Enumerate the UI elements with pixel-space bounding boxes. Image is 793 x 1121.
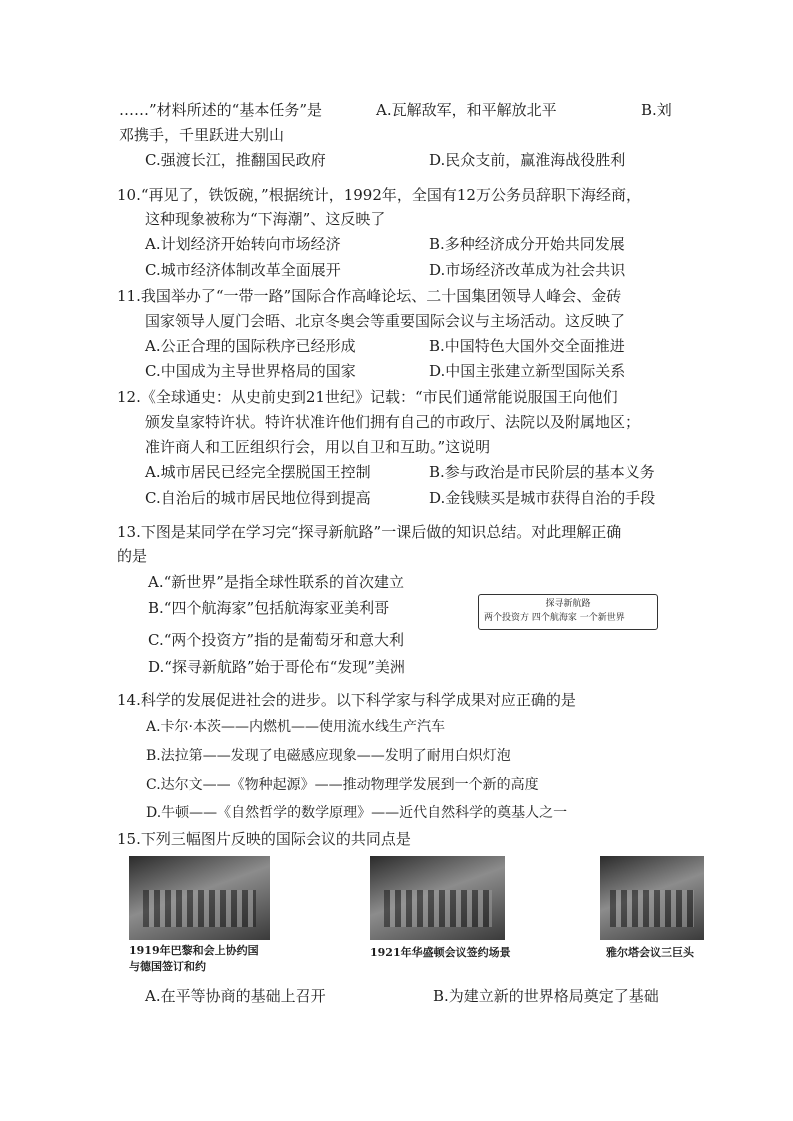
- q10-option-a: A.计划经济开始转向市场经济: [145, 235, 341, 253]
- q13-option-a: A.“新世界”是指全球性联系的首次建立: [148, 573, 404, 591]
- photo1-caption-line2: 与德国签订和约: [129, 960, 206, 973]
- q9-option-d: D.民众支前，赢淮海战役胜利: [429, 151, 626, 169]
- diagram-items: 两个投资方 四个航海家 一个新世界: [484, 613, 625, 623]
- q14-option-b: B.法拉第——发现了电磁感应现象——发明了耐用白炽灯泡: [146, 748, 511, 764]
- q10-stem-line2: 这种现象被称为“下海潮”、这反映了: [145, 210, 386, 228]
- q11-option-a: A.公正合理的国际秩序已经形成: [145, 337, 356, 355]
- q9-option-c: C.强渡长江，推翻国民政府: [145, 151, 326, 169]
- diagram-title: 探寻新航路: [545, 599, 591, 609]
- q10-stem-line1: 10.“再见了，铁饭碗，”根据统计，1992年，全国有12万公务员辞职下海经商，: [117, 186, 641, 204]
- q14-option-a: A.卡尔·本茨——内燃机——使用流水线生产汽车: [146, 719, 446, 735]
- q14-stem: 14.科学的发展促进社会的进步。以下科学家与科学成果对应正确的是: [117, 691, 576, 709]
- q9-line1: ……”材料所述的“基本任务”是: [119, 101, 323, 119]
- q15-option-b: B.为建立新的世界格局奠定了基础: [433, 987, 659, 1005]
- q13-stem-line1: 13.下图是某同学在学习完“探寻新航路”一课后做的知识总结。对此理解正确: [117, 523, 622, 541]
- paris-peace-conference-photo: [129, 856, 270, 940]
- q10-option-d: D.市场经济改革成为社会共识: [429, 261, 626, 279]
- q12-option-c: C.自治后的城市居民地位得到提高: [145, 489, 371, 507]
- q13-option-d: D.“探寻新航路”始于哥伦布“发现”美洲: [148, 658, 405, 676]
- q9-option-a: A.瓦解敌军，和平解放北平: [376, 101, 557, 119]
- q12-option-b: B.参与政治是市民阶层的基本义务: [429, 463, 655, 481]
- q11-stem-line1: 11.我国举办了“一带一路”国际合作高峰论坛、二十国集团领导人峰会、金砖: [117, 287, 622, 305]
- q15-stem: 15.下列三幅图片反映的国际会议的共同点是: [117, 830, 411, 848]
- new-route-summary-diagram: [478, 594, 658, 630]
- q9-line2: 邓携手，千里跃进大别山: [119, 126, 285, 144]
- q10-option-b: B.多种经济成分开始共同发展: [429, 235, 625, 253]
- q12-option-d: D.金钱赎买是城市获得自治的手段: [429, 489, 656, 507]
- q10-option-c: C.城市经济体制改革全面展开: [145, 261, 341, 279]
- q11-option-c: C.中国成为主导世界格局的国家: [145, 362, 356, 380]
- q15-option-a: A.在平等协商的基础上召开: [145, 987, 326, 1005]
- q9-option-b-start: B.刘: [641, 101, 672, 119]
- q12-stem-line2: 颁发皇家特许状。特许状准许他们拥有自己的市政厅、法院以及附属地区；: [145, 413, 641, 431]
- q13-option-b: B.“四个航海家”包括航海家亚美利哥: [148, 599, 390, 617]
- q11-stem-line2: 国家领导人厦门会晤、北京冬奥会等重要国际会议与主场活动。这反映了: [145, 312, 626, 330]
- q12-option-a: A.城市居民已经完全摆脱国王控制: [145, 463, 371, 481]
- photo3-caption: 雅尔塔会议三巨头: [606, 946, 694, 959]
- washington-conference-photo: [370, 856, 505, 940]
- q13-stem-line2: 的是: [117, 547, 148, 565]
- q11-option-d: D.中国主张建立新型国际关系: [429, 362, 626, 380]
- q13-option-c: C.“两个投资方”指的是葡萄牙和意大利: [148, 631, 405, 649]
- photo1-caption-line1: 1919年巴黎和会上协约国: [129, 944, 259, 957]
- yalta-conference-photo: [600, 856, 704, 940]
- q14-option-d: D.牛顿——《自然哲学的数学原理》——近代自然科学的奠基人之一: [146, 805, 568, 821]
- q11-option-b: B.中国特色大国外交全面推进: [429, 337, 625, 355]
- q14-option-c: C.达尔文——《物种起源》——推动物理学发展到一个新的高度: [146, 777, 539, 793]
- q12-stem-line1: 12.《全球通史：从史前史到21世纪》记载：“市民们通常能说服国王向他们: [117, 388, 618, 406]
- photo2-caption: 1921年华盛顿会议签约场景: [370, 946, 511, 959]
- q12-stem-line3: 准许商人和工匠组织行会，用以自卫和互助。”这说明: [145, 438, 491, 456]
